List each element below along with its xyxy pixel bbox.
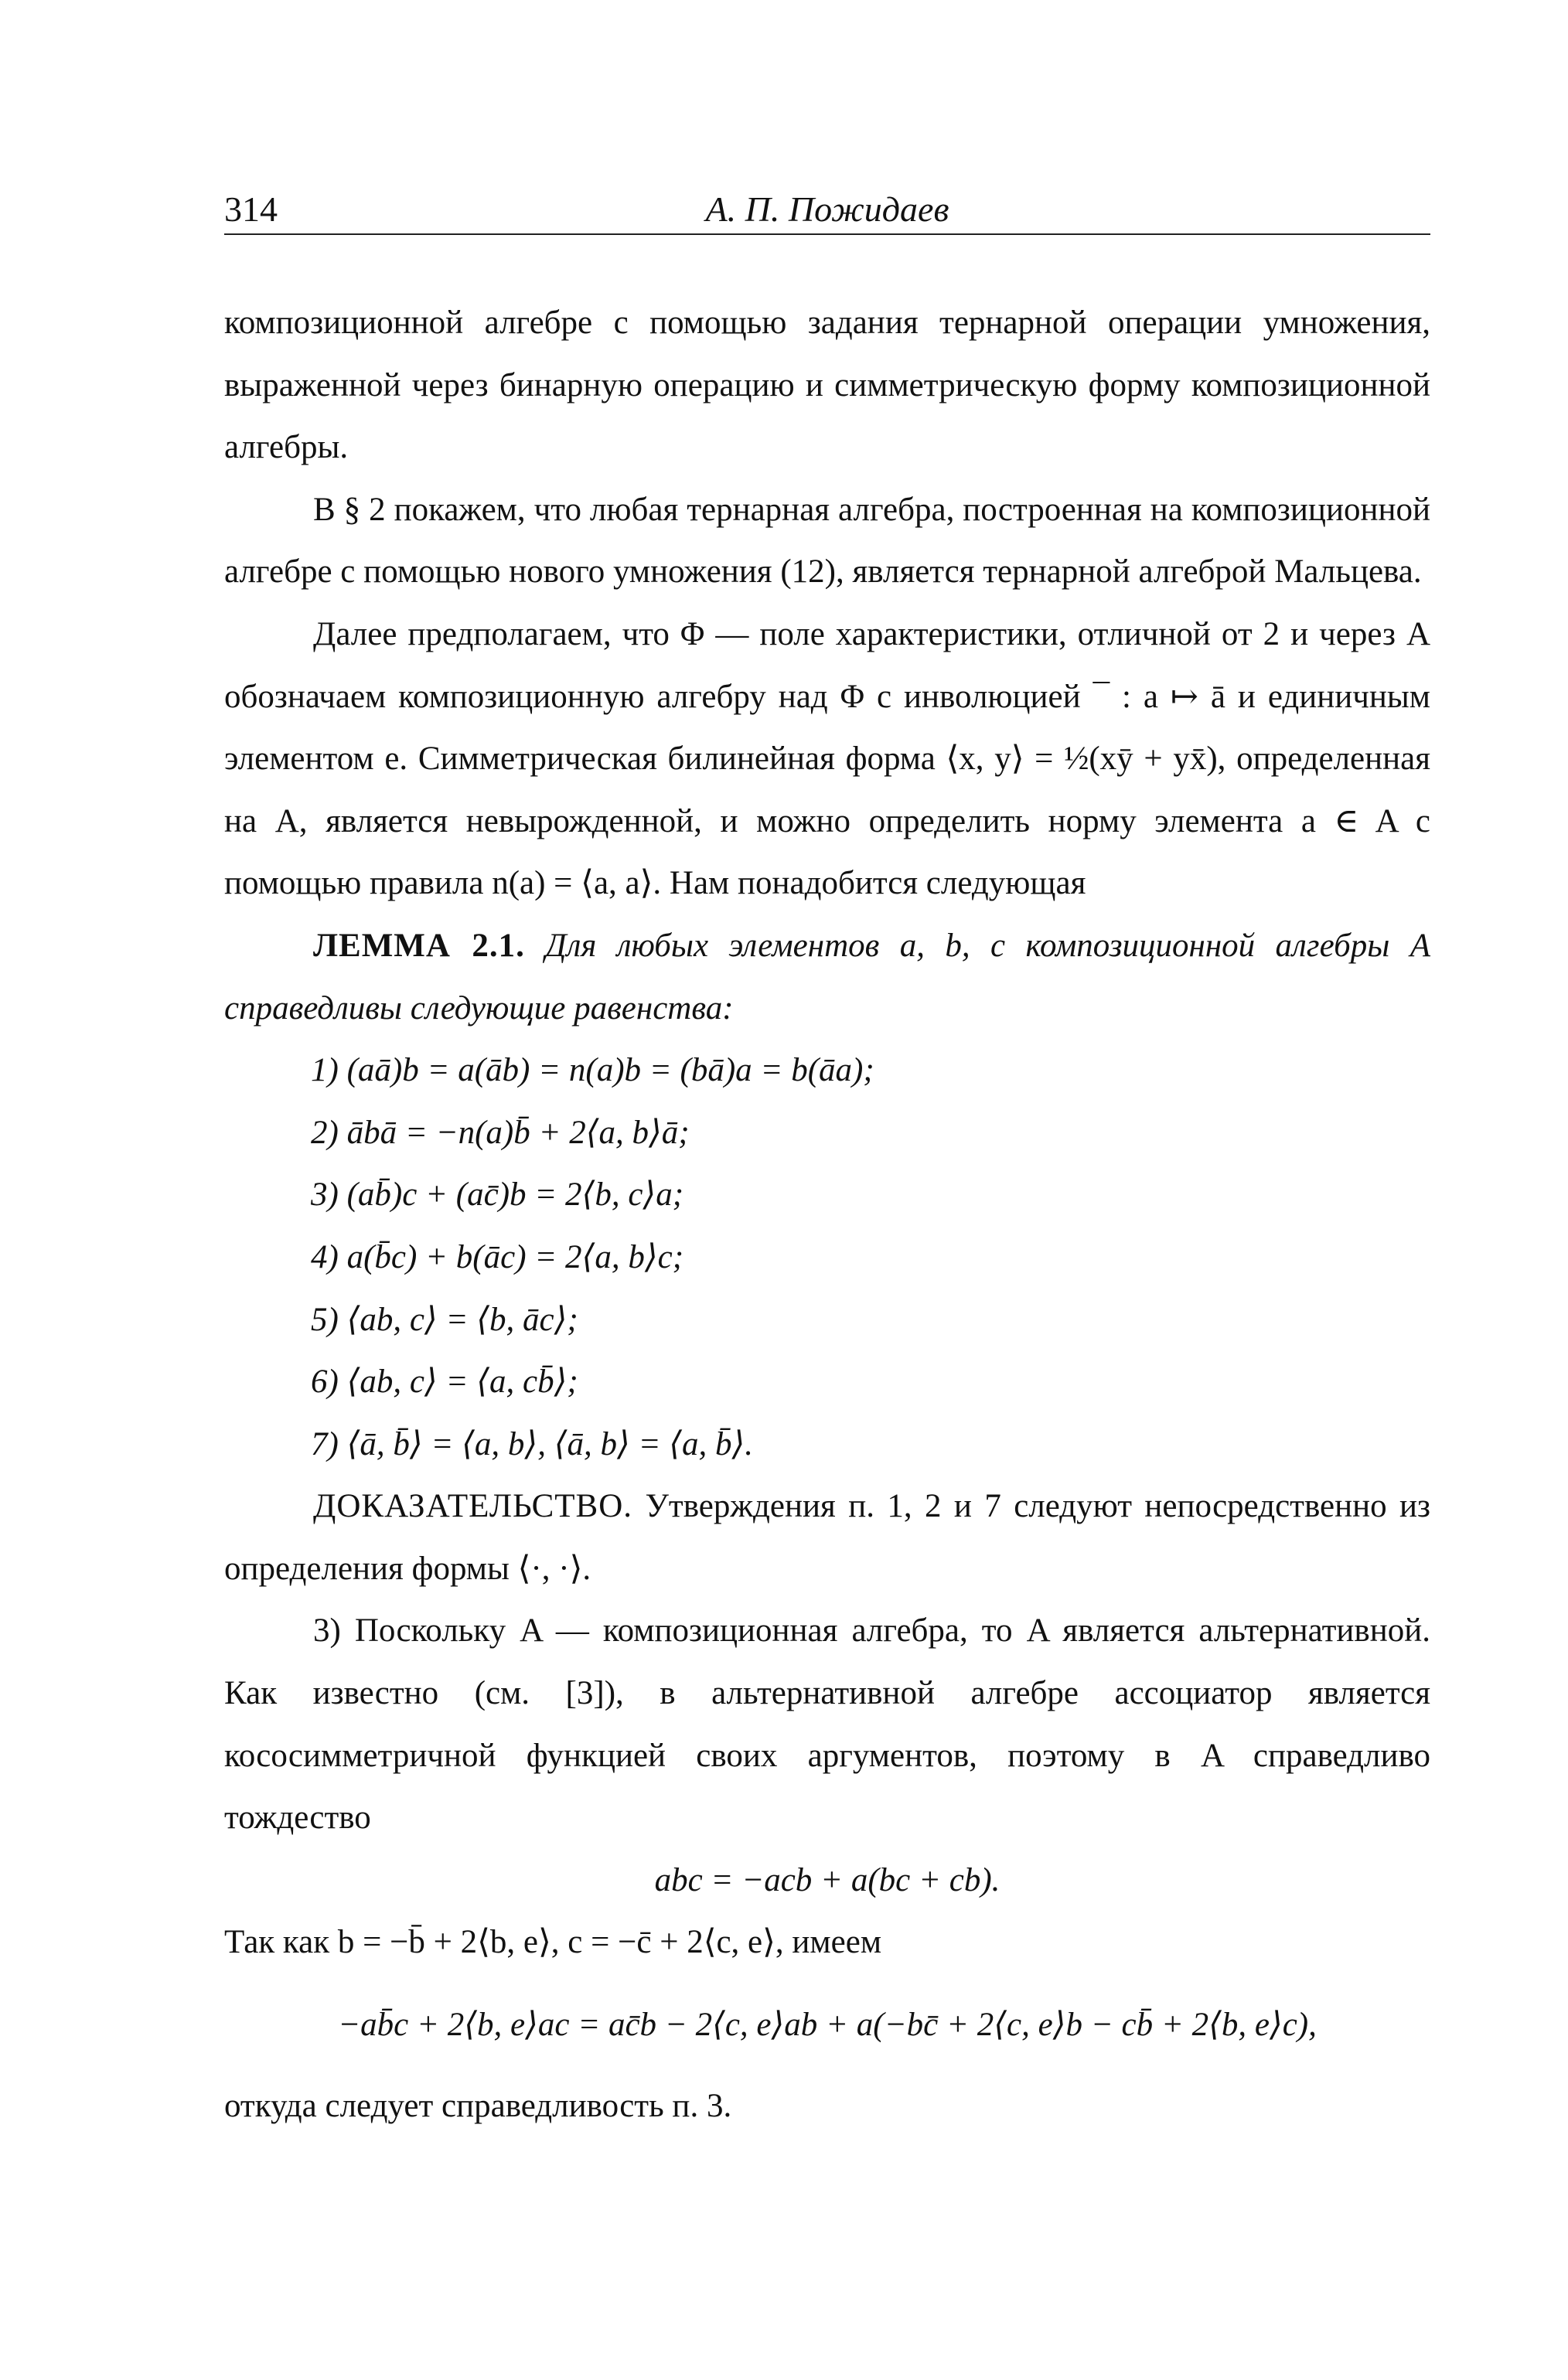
lemma-label: ЛЕММА 2.1. <box>313 927 525 964</box>
page-header <box>224 179 1430 235</box>
lemma-item-4: 4) a(b̄c) + b(āc) = 2⟨a, b⟩c; <box>311 1238 684 1275</box>
proof-text-1: Утверждения п. 1, 2 и 7 следуют непосредственно из определения формы ⟨·, ·⟩. <box>224 1488 1431 1587</box>
lemma-item-6: 6) ⟨ab, c⟩ = ⟨a, cb̄⟩; <box>311 1364 578 1401</box>
lemma-item-5: 5) ⟨ab, c⟩ = ⟨b, āc⟩; <box>311 1301 578 1338</box>
lemma-item-1: 1) (aā)b = a(āb) = n(a)b = (bā)a = b(āa); <box>311 1052 874 1089</box>
lemma-text: Для любых элементов a, b, c композиционной алгебры A справедливы следующие равенства: <box>224 927 1431 1027</box>
lemma-item-7: 7) ⟨ā, b̄⟩ = ⟨a, b⟩, ⟨ā, b⟩ = ⟨a, b̄⟩. <box>311 1425 754 1462</box>
proof-paragraph-3: Так как b = −b̄ + 2⟨b, e⟩, c = −c̄ + 2⟨c, e⟩, имеем <box>224 1924 882 1961</box>
running-head: А. П. Пожидаев <box>705 189 949 229</box>
proof-paragraph-4: откуда следует справедливость п. 3. <box>224 2087 732 2124</box>
formula-main: −ab̄c + 2⟨b, e⟩ac = ac̄b − 2⟨c, e⟩ab + a(−bc̄ + 2⟨c, e⟩b − cb̄ + 2⟨b, e⟩c), <box>338 2007 1317 2044</box>
proof-label: ДОКАЗАТЕЛЬСТВО. <box>313 1488 633 1525</box>
body-text <box>224 292 1430 2137</box>
paragraph-3: Далее предполагаем, что Φ — поле характеристики, отличной от 2 и через A обозначаем композиционную алгебру над Φ с инволюцией ¯ : a ↦ ā и единичным элементом e. Симметрическая билинейная форма ⟨x, y⟩ = ½(xȳ + yx̄), определенная на A, является невырожденной, и можно определить норму элемента a ∈ A с помощью правила n(a) = ⟨a, a⟩. Нам понадобится следующая <box>224 615 1430 902</box>
lemma-list <box>224 1040 1430 1476</box>
proof-paragraph-2: 3) Поскольку A — композиционная алгебра, то A является альтернативной. Как известно (см. [3]), в альтернативной алгебре ассоциатор является кососимметричной функцией своих аргументов, поэтому в A справедливо тождество <box>224 1612 1430 1837</box>
paragraph-1: композиционной алгебре с помощью задания тернарной операции умножения, выраженной через бинарную операцию и симметрическую форму композиционной алгебры. <box>224 305 1430 466</box>
proof-paragraph-1 <box>224 1476 1430 1600</box>
lemma-statement <box>224 915 1430 1040</box>
paragraph-2: В § 2 покажем, что любая тернарная алгебра, построенная на композиционной алгебре с помощью нового умножения (12), является тернарной алгеброй Мальцева. <box>224 491 1430 591</box>
page-number: 314 <box>224 189 278 229</box>
formula-associator: abc = −acb + a(bc + cb). <box>654 1861 1000 1898</box>
lemma-item-3: 3) (ab̄)c + (ac̄)b = 2⟨b, c⟩a; <box>311 1176 684 1214</box>
lemma-item-2: 2) ābā = −n(a)b̄ + 2⟨a, b⟩ā; <box>311 1114 690 1151</box>
